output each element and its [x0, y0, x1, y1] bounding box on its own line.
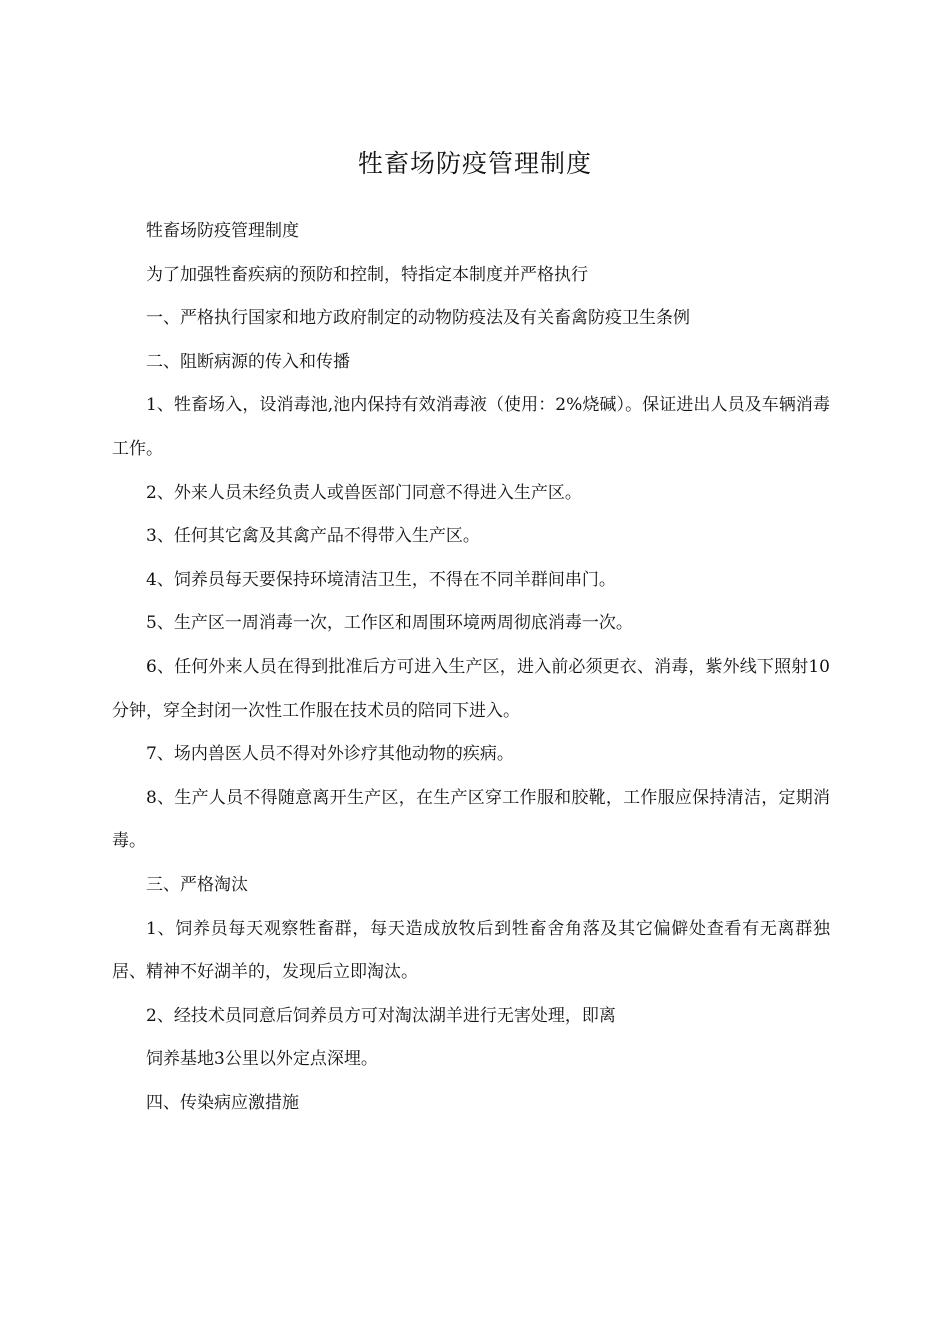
- paragraph-item: 3、任何其它禽及其禽产品不得带入生产区。: [146, 526, 480, 547]
- paragraph-item: 1、饲养员每天观察牲畜群，每天造成放牧后到牲畜舍角落及其它偏僻处查看有无离群独居、精神不好湖羊的，发现后立即淘汰。: [112, 918, 830, 983]
- paragraph-item: 2、外来人员未经负责人或兽医部门同意不得进入生产区。: [146, 482, 582, 503]
- paragraph-item: 5、生产区一周消毒一次，工作区和周围环境两周彻底消毒一次。: [146, 613, 633, 634]
- paragraph-item: 2、经技术员同意后饲养员方可对淘汰湖羊进行无害处理，即离: [146, 1005, 616, 1026]
- paragraph-item: 1、牲畜场入，设消毒池,池内保持有效消毒液（使用：2%烧碱）。保证进出人员及车辆消毒工作。: [112, 395, 830, 459]
- section-heading-4: 四、传染病应激措施: [146, 1092, 299, 1113]
- paragraph-subtitle: 牲畜场防疫管理制度: [146, 221, 299, 241]
- paragraph-item: 4、饲养员每天要保持环境清洁卫生，不得在不同羊群间串门。: [146, 569, 616, 590]
- document-body: [112, 210, 830, 1125]
- paragraph-intro: 为了加强牲畜疾病的预防和控制，特指定本制度并严格执行: [146, 264, 588, 285]
- section-heading-2: 二、阻断病源的传入和传播: [146, 351, 350, 372]
- paragraph-item: 6、任何外来人员在得到批准后方可进入生产区，进入前必须更衣、消毒，紫外线下照射10分钟，穿全封闭一次性工作服在技术员的陪同下进入。: [112, 656, 830, 721]
- section-heading-3: 三、严格淘汰: [146, 874, 248, 895]
- document-title: 牲畜场防疫管理制度: [357, 149, 592, 178]
- section-heading-1: 一、严格执行国家和地方政府制定的动物防疫法及有关畜禽防疫卫生条例: [146, 308, 690, 329]
- paragraph-item: 饲养基地3公里以外定点深埋。: [146, 1049, 378, 1070]
- paragraph-item: 7、场内兽医人员不得对外诊疗其他动物的疾病。: [146, 744, 514, 765]
- paragraph-item: 8、生产人员不得随意离开生产区，在生产区穿工作服和胶靴，工作服应保持清洁，定期消毒。: [112, 787, 830, 852]
